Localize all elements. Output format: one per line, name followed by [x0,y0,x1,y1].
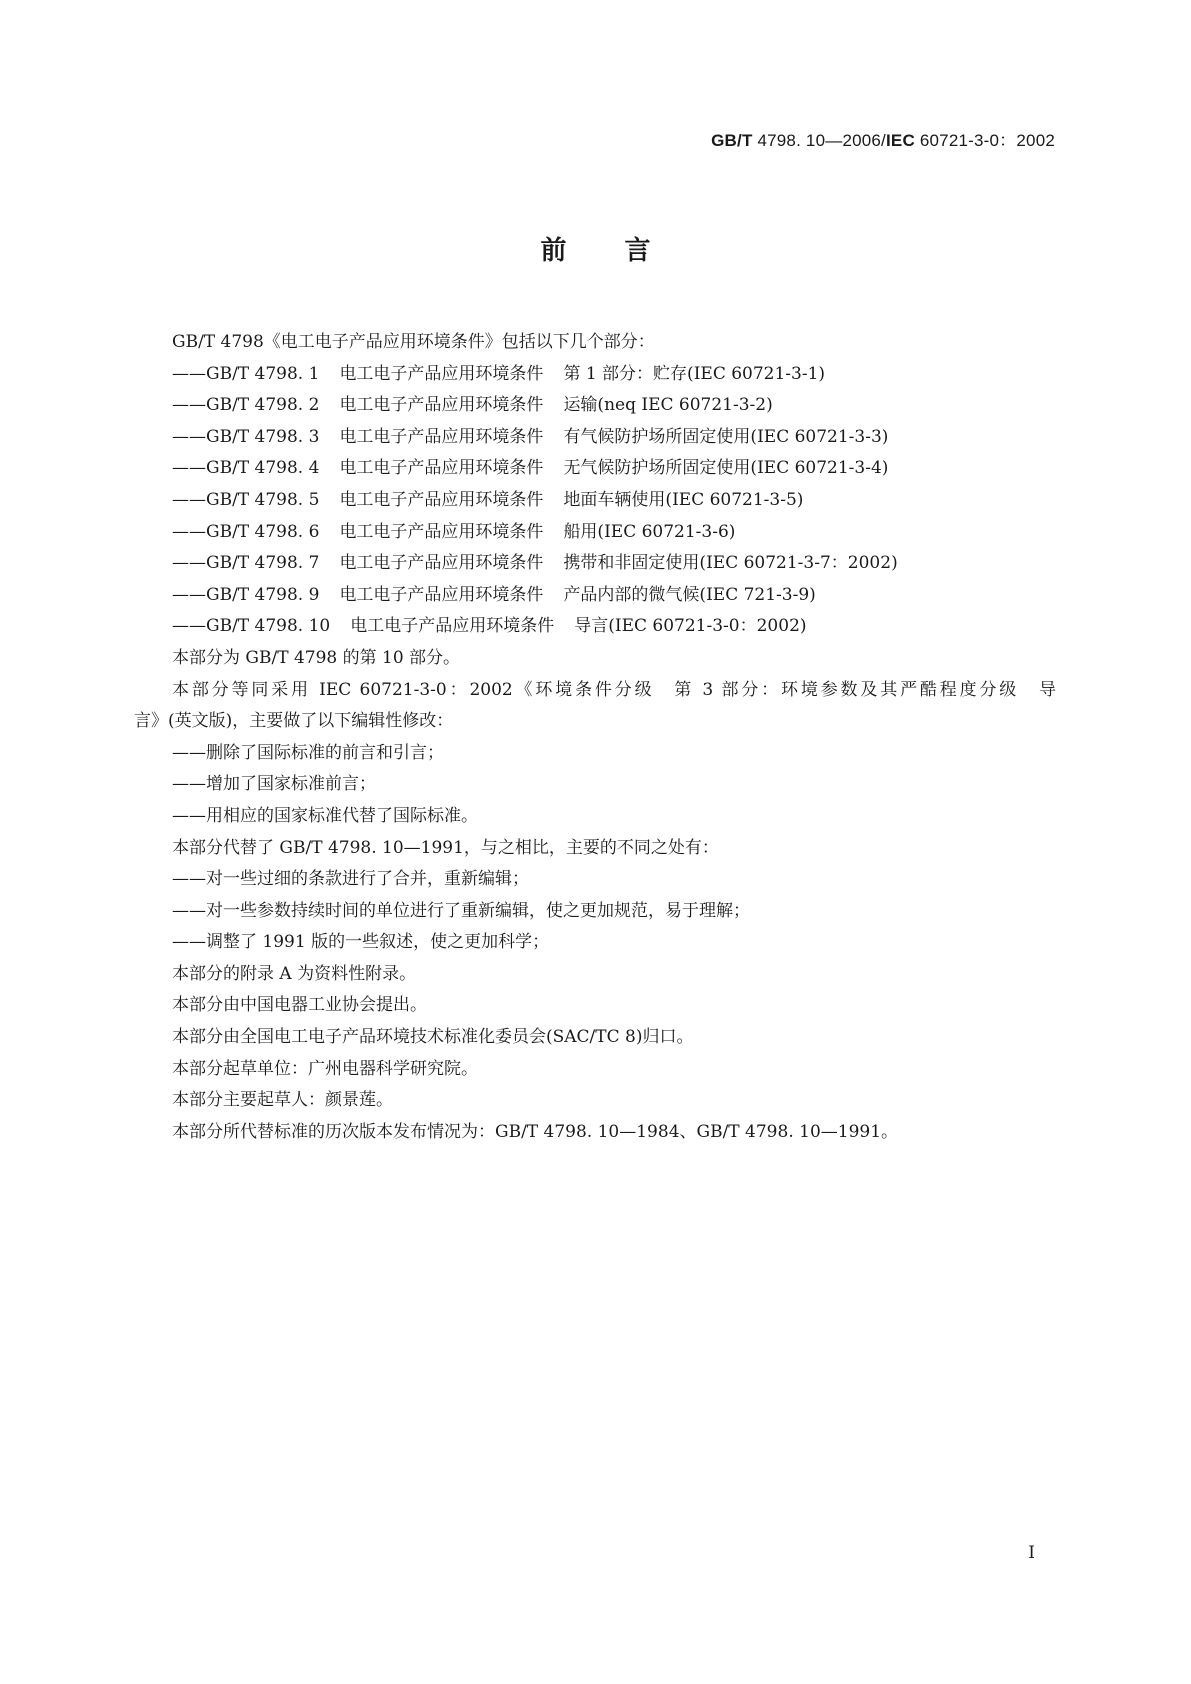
std-gb-prefix: GB/T [711,131,753,150]
part-name: 电工电子产品应用环境条件 [350,616,555,637]
part-name: 电工电子产品应用环境条件 [339,426,544,447]
part-list-item [134,453,1056,485]
part-desc: 第 1 部分：贮存(IEC 60721-3-1) [563,363,826,384]
part-list-item [134,517,1056,549]
closing-paragraph: 本部分的附录 A 为资料性附录。 [172,963,417,984]
replacement-paragraph: 本部分代替了 GB/T 4798. 10—1991，与之相比，主要的不同之处有： [172,837,719,858]
edit-change-item: ——用相应的国家标准代替了国际标准。 [172,805,478,826]
foreword-body [134,327,1056,1148]
title-char-2: 言 [624,236,651,266]
part-name: 电工电子产品应用环境条件 [339,363,544,384]
part-number: ——GB/T 4798. 9 [172,584,320,605]
closing-paragraph: 本部分由中国电器工业协会提出。 [172,995,427,1016]
part-desc: 运输(neq IEC 60721-3-2) [563,395,773,416]
part-desc: 船用(IEC 60721-3-6) [563,521,736,542]
part10-paragraph: 本部分为 GB/T 4798 的第 10 部分。 [172,647,461,668]
part-desc: 有气候防护场所固定使用(IEC 60721-3-3) [563,426,889,447]
part-desc: 地面车辆使用(IEC 60721-3-5) [563,489,804,510]
part-name: 电工电子产品应用环境条件 [339,395,544,416]
part-name: 电工电子产品应用环境条件 [339,584,544,605]
part-desc: 产品内部的微气候(IEC 721-3-9) [563,584,816,605]
part-number: ——GB/T 4798. 3 [172,426,320,447]
part-number: ——GB/T 4798. 4 [172,458,320,479]
adoption-paragraph-line-2: 言》(英文版)，主要做了以下编辑性修改： [134,711,454,732]
part-number: ——GB/T 4798. 6 [172,521,320,542]
part-list-item [134,611,1056,643]
page-title [0,230,1191,267]
part-desc: 携带和非固定使用(IEC 60721-3-7：2002) [563,553,898,574]
part-number: ——GB/T 4798. 1 [172,363,320,384]
part-number: ——GB/T 4798. 2 [172,395,320,416]
part-desc: 导言(IEC 60721-3-0：2002) [574,616,807,637]
std-gb-number: 4798. 10—2006/ [752,131,886,150]
adoption-paragraph-line-1: 本部分等同采用 IEC 60721-3-0：2002《环境条件分级 第 3 部分：环境参数及其严酷程度分级 导 [172,679,1056,700]
part-list-item [134,422,1056,454]
part-name: 电工电子产品应用环境条件 [339,489,544,510]
part-name: 电工电子产品应用环境条件 [339,458,544,479]
part-desc: 无气候防护场所固定使用(IEC 60721-3-4) [563,458,889,479]
closing-paragraph: 本部分起草单位：广州电器科学研究院。 [172,1058,478,1079]
part-name: 电工电子产品应用环境条件 [339,553,544,574]
difference-item: ——对一些参数持续时间的单位进行了重新编辑，使之更加规范，易于理解； [172,900,750,921]
difference-item: ——对一些过细的条款进行了合并，重新编辑； [172,869,529,890]
closing-paragraph: 本部分所代替标准的历次版本发布情况为：GB/T 4798. 10—1984、GB/T 4798. 10—1991。 [172,1121,899,1142]
part-number: ——GB/T 4798. 5 [172,489,320,510]
std-iec-prefix: IEC [886,131,915,150]
part-list-item [134,548,1056,580]
edit-change-item: ——删除了国际标准的前言和引言； [172,742,444,763]
standard-number-header [711,126,1055,151]
part-name: 电工电子产品应用环境条件 [339,521,544,542]
part-list-item [134,485,1056,517]
closing-paragraph: 本部分主要起草人：颜景莲。 [172,1090,393,1111]
std-iec-number: 60721-3-0：2002 [914,131,1055,150]
part-number: ——GB/T 4798. 10 [172,616,331,637]
part-list-item [134,390,1056,422]
edit-change-item: ——增加了国家标准前言； [172,774,376,795]
closing-paragraph: 本部分由全国电工电子产品环境技术标准化委员会(SAC/TC 8)归口。 [172,1027,694,1048]
part-list-item [134,359,1056,391]
title-char-1: 前 [540,236,567,266]
part-list-item [134,580,1056,612]
page-number: I [1028,1543,1035,1563]
intro-paragraph: GB/T 4798《电工电子产品应用环境条件》包括以下几个部分： [172,332,655,352]
difference-item: ——调整了 1991 版的一些叙述，使之更加科学； [172,932,550,953]
part-number: ——GB/T 4798. 7 [172,553,320,574]
